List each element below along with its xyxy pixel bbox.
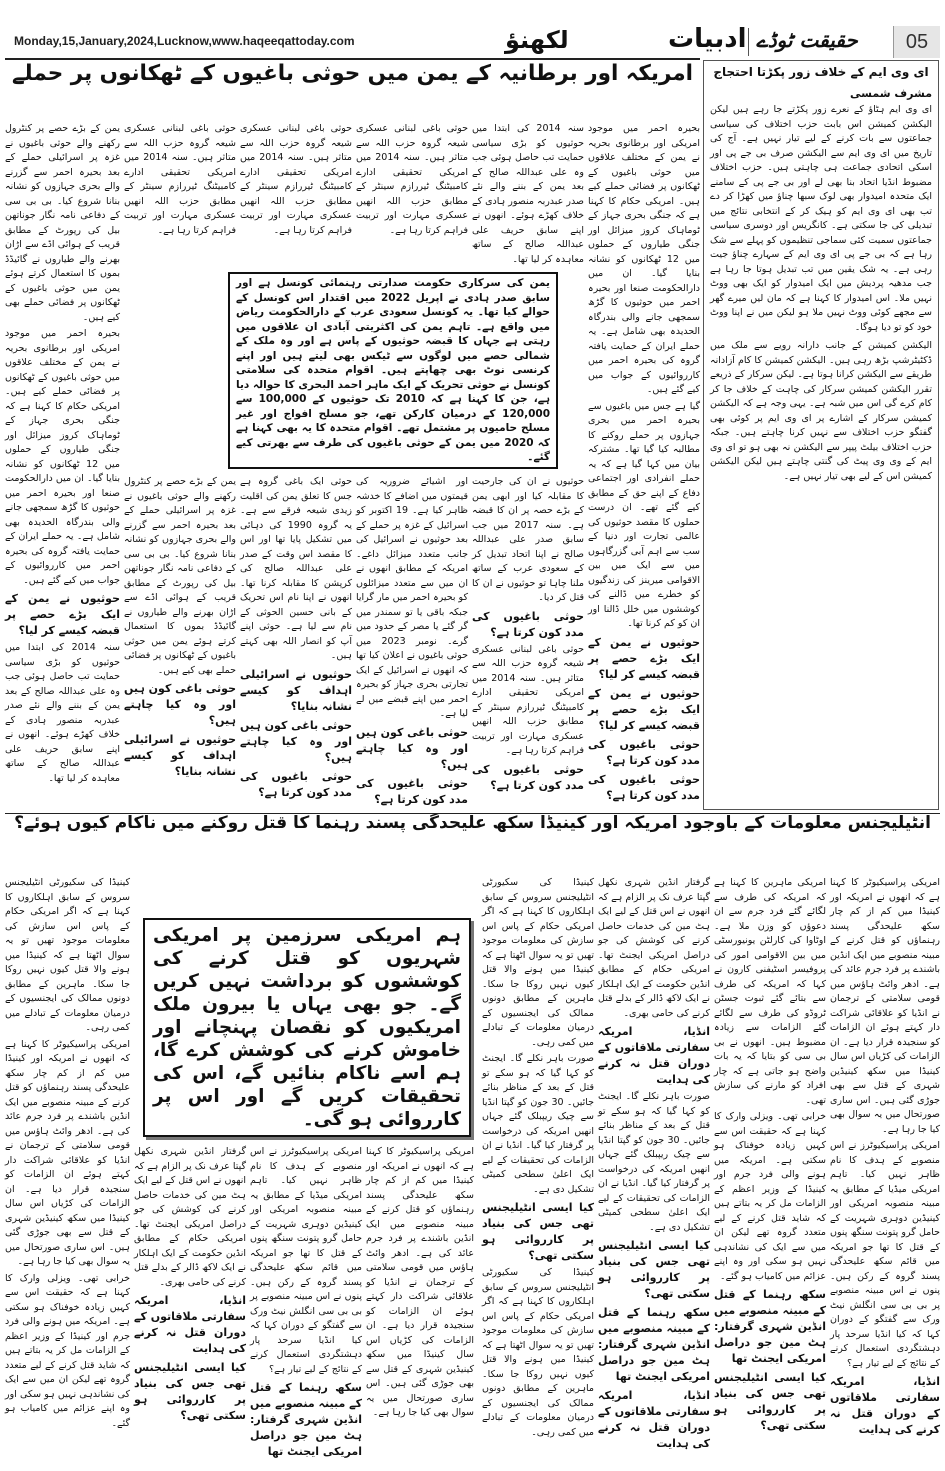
text-column xyxy=(482,876,594,1466)
sidebar-paragraph: الیکشن کمیشن کے جانب دارانہ رویے سے ملک میں ڈکٹیٹرشپ بڑھ رہی ہیں۔ الیکشن کمیشن کا کام آزادانہ طریقے سے الیکشن کرانا ہوتا ہے۔ لیکن سرکار کے ذریعے تقرر الیکشن کمیشن سرکار کی چاہت کے خلاف جا کر کام کرے گی اس میں شبہ ہے۔ یہی وجہ ہے کہ الیکشن کمیشن سرکار کے اشارے پر ای وی ایم پر کوئی بھی گفتگو حزب اختلاف سے نہیں کرنا چاہتے ہیں۔ جبکہ حزب اختلاف بیلٹ پیپر سے الیکشن نہ بھی ہو تو ای وی ایم کے وی وی پیٹ کی گنتی چاہتے ہیں لیکن الیکشن کمیشن اس کے لیے بھی تیار نہیں ہے۔ xyxy=(710,340,932,482)
subheading: انڈیا، امریکہ سفارتی ملاقاتوں کے دوران قتل نہ کرنے کی ہدایت xyxy=(134,1294,246,1355)
paragraph: بحیرہ احمر میں موجود امریکی اور برطانوی بحریہ نے یمن کے مختلف علاقوں میں حوثی باغیوں کے ٹھکانوں پر فضائی حملے کیے ہیں۔ امریکی حکام کا کہنا ہے کہ جنگی بحری جہاز کے ٹوماہاک کروز میزائل اور جنگی طیاروں کے حملوں میں 12 ٹھکانوں کو نشانہ بنایا گیا۔ ان میں دارالحکومت صنعا اور بحیرہ احمر میں حوثیوں کا گڑھ سمجھی جانے والی بندرگاہ الحدیدہ بھی شامل ہے۔ یہ حملے ایران کے حمایت یافتہ گروہ کی بحیرہ احمر میں کارروائیوں کے جواب میں کیے گئے ہیں۔ xyxy=(588,123,700,395)
paragraph: امریکی پراسیکیوٹر کا کہنا ہے کہ انھوں نے امریکہ اور کینیڈا میں کم از کم چار سکھ علیحدگی پسند رہنماؤں کو قتل کرنے کے مبینہ منصوبے میں ایک انڈین باشندے پر فرد جرم عائد کی ہے۔ ادھر وائٹ ہاؤس میں قومی سلامتی کے ترجمان نے انڈیا کو علاقائی شراکت دار کہتے ہوئے ان الزامات کو سنجیدہ قرار دیا ہے۔ ان الزامات کی کڑیاں اس سال کینیڈا میں سکھ کینیڈین شہری کے قتل سے بھی جوڑی گئی ہیں۔ اس ساری صورتحال میں یہ سوال بھی کیا جا رہا ہے۔ xyxy=(830,877,940,1135)
text-column xyxy=(5,876,130,1466)
subheading: حوثی باغی کون ہیں اور وہ کیا چاہتے ہیں؟ xyxy=(240,718,352,764)
paragraph: حوثی باغی لبنانی عسکری شیعہ گروہ حزب اللہ سے متاثر ہیں۔ سنہ 2014 میں امریکی تحقیقی ادارے کامبیٹنگ ٹیررازم سینٹر کے مطابق حزب اللہ انھیں عسکری مہارت اور تربیت فراہم کرتا رہا ہے۔ xyxy=(472,643,584,756)
text-column xyxy=(356,475,468,808)
subheading: حوثیوں نے یمن کے ایک بڑے حصے پر قبضہ کیسے کر لیا؟ xyxy=(588,635,700,681)
subheading: سکھ رہنما کے قتل کے مبینہ منصوبے میں انڈین شہری گرفتار: ہٹ مین جو دراصل امریکی ایجنٹ تھا xyxy=(714,1288,826,1365)
text-column xyxy=(588,122,700,808)
article2-headline: انٹیلیجنس معلومات کے باوجود امریکہ اور کینیڈا سکھ علیحدگی پسند رہنما کا قتل روکنے میں ناکام کیوں ہوئے؟ xyxy=(14,814,931,833)
paragraph: گرفتار انڈین شہری نکھل گپتا عرف نک پر الزام ہے کہ انھوں نے اس قتل کے لیے ایک ہٹ مین کی خدمات حاصل کرنے کی کوشش کی جو دراصل امریکی ایجنٹ تھا۔ امریکی حکام کے مطابق انڈین حکومت کے ایک اہلکار نے ایک لاکھ ڈالر کے بدلے قتل کرنے کی حامی بھری۔ xyxy=(598,877,710,1019)
paragraph: حوثی ایک باغی گروہ ہے جس کا تعلق یمن کی اقلیت زیدی شیعہ فرقے سے ہے۔ یہ گروہ 1990 کی دہائی میں تشکیل پایا تھا اور اس کا مقصد اس وقت کے صدر علی عبداللہ صالح کی کرپشن کا مقابلہ کرنا تھا۔ انھوں نے اپنا نام اس تحریک کے بانی حسین الحوثی کے نام سے لیا ہے۔ حوثی اپنے آپ کو انصار اللہ بھی کہتے ہیں۔ xyxy=(240,476,352,661)
subheading: انڈیا، امریکہ سفارتی ملاقاتوں کے دوران قتل نہ کرنے کی ہدایت xyxy=(598,1389,710,1450)
paragraph: حوثیوں نے ان کی جارحیت کا مقابلہ کیا اور ابھی یمن کے بڑے حصہ پر ان کا قبضہ ہے۔ سنہ 2017 میں جب سابق صدر علی عبداللہ صالح نے اپنا اتحاد تبدیل کر کے سعودی عرب کے ساتھ ملنا چاہا تو حوثیوں نے ان کا قتل کر دیا۔ xyxy=(472,476,584,603)
paragraph: حوثی باغی لبنانی عسکری شیعہ گروہ حزب اللہ سے متاثر ہیں۔ سنہ 2014 میں امریکی تحقیقی ادارے کامبیٹنگ ٹیررازم سینٹر کے مطابق حزب اللہ انھیں عسکری مہارت اور تربیت فراہم کرتا رہا ہے۔ xyxy=(356,123,468,236)
paragraph: گرفتار انڈین شہری نکھل گپتا عرف نک پر الزام ہے کہ انھوں نے اس قتل کے لیے ایک ہٹ مین کی خدمات حاصل کرنے کی کوشش کی جو دراصل امریکی ایجنٹ تھا۔ امریکی حکام کے مطابق انڈین حکومت کے ایک اہلکار نے ایک لاکھ ڈالر کے بدلے قتل کرنے کی حامی بھری۔ xyxy=(134,1146,246,1288)
page-number: 05 xyxy=(893,26,940,58)
text-column xyxy=(472,475,584,808)
subheading: کیا ایسی انٹیلیجنس تھی جس کی بنیاد پر کارروائی ہو سکتی تھی؟ xyxy=(482,1201,594,1262)
paragraph: امریکی پراسیکیوٹر کا کہنا ہے کہ انھوں نے امریکہ اور کینیڈا میں کم از کم چار سکھ علیحدگی پسند رہنماؤں کو قتل کرنے کے مبینہ منصوبے میں ایک انڈین باشندے پر فرد جرم عائد کی ہے۔ ادھر وائٹ ہاؤس میں قومی سلامتی کے ترجمان نے انڈیا کو علاقائی شراکت دار کہتے ہوئے ان الزامات کو سنجیدہ قرار دیا ہے۔ ان الزامات کی کڑیاں اس سال کینیڈا میں سکھ کینیڈین شہری کے قتل سے بھی جوڑی گئی ہیں۔ اس ساری صورتحال میں یہ سوال بھی کیا جا رہا ہے۔ xyxy=(366,1146,474,1418)
sidebar-author: مشرف شمسی xyxy=(850,87,932,100)
paragraph: سنہ 2014 کی ابتدا میں حوثیوں کو بڑی سیاسی حمایت تب حاصل ہوئی جب وہ علی عبداللہ صالح کے بعد یمن کے بننے والے نئے صدر عبدربہ منصور ہادی کے خلاف کھڑے ہوئے۔ انھوں نے اپنے سابق حریف علی عبداللہ صالح کے ساتھ معاہدہ کر لیا تھا۔ xyxy=(5,642,120,784)
sidebar-paragraph: ای وی ایم ہٹاؤ کے نعرے زور پکڑتے جا رہے ہیں لیکن الیکشن کمیشن اس بابت حزب اختلاف کی سیاسی جماعتوں سے بات کرنے کے لیے تیار نہیں ہے۔ آج کی تاریخ میں ای وی ایم سے الیکشن صرف بی جے پی اور اسکی اتحادی جماعت ہی چاہتی ہیں۔ حزب اختلاف مضبوط انڈیا اتحاد بنا بھی لے اور بی جے پی کے سامنے ایک متحدہ امیدوار بھی لوک سبھا چناؤ میں کھڑا کر دے تب بھی ای وی ایم کو ہیک کر کے انتخابی نتائج میں تبدیلی کی جا سکتی ہے۔ کانگریس اور دوسری سیاسی جماعتوں سمیت کئی سماجی تنظیموں کو پہلے سے شک رہا ہے کہ بی جے پی ای وی ایم کے سہارے چناؤ جیت رہی ہے۔ یہ شک یقین میں تب تبدیل ہوتا جا رہا ہے جب مدھیہ پردیش میں ایک امیدوار کو ایک بھی ووٹ نہیں ملا۔ اس امیدوار کا کہنا ہے کہ مان لیں میرے گھر سے مجھے کوئی ووٹ نہیں ملا ہو لیکن میں نے اپنا ووٹ خود کو تو دیا ہوگا۔ xyxy=(710,104,932,333)
text-column xyxy=(240,122,352,268)
paragraph: امریکی پراسیکیوٹرز نے اس منصوبے کے ہدف کا نام ظاہر نہیں کیا۔ تاہم امریکی میڈیا کے مطابق یہ مبینہ منصوبہ امریکی اور کینیڈین دوہری شہریت کے حامل گرو پتونت سنگھ پنوں کے قتل کا تھا جو امریکہ میں قائم سکھ علیحدگی پسند گروہ کے رکن ہیں۔ پنوں نے اس مبینہ منصوبے پر بی بی سی انگلش نیٹ ورک سے گفتگو کے دوران کہا کہ کیا انڈیا سرحد پار دہشتگردی استعمال کرنے کے نتائج کے لیے تیار ہے؟ xyxy=(250,1146,362,1375)
text-column xyxy=(714,876,826,1466)
subheading: حوثی باغیوں کی مدد کون کرتا ہے؟ xyxy=(472,609,584,639)
paragraph: صورت باہر نکلے گا۔ ایجنٹ کو کہا گیا کہ ہو سکے تو قتل کے بعد کے مناظر بنائے جائیں۔ 30 جون کو گپتا انڈیا سے چیک ریپبلک گئے جہاں انھیں امریکہ کی درخواست پر گرفتار کیا گیا۔ انڈیا نے ان الزامات کی تحقیقات کے لیے ایک اعلیٰ سطحی کمیٹی تشکیل دی ہے۔ xyxy=(482,1053,594,1195)
section-title: ادبیات xyxy=(668,24,747,54)
paragraph: کینیڈا کی سکیورٹی انٹیلیجنس سروس کے سابق اہلکاروں کا کہنا ہے کہ اگر امریکی حکام کے پاس اس سازش کی معلومات موجود تھیں تو یہ سوال اٹھتا ہے کہ کینیڈا میں ہونے والا قتل کیوں نہیں روکا جا سکا۔ ماہرین کے مطابق دونوں ممالک کی ایجنسیوں کے درمیان معلومات کے تبادلے میں کمی رہی۔ xyxy=(5,877,130,1033)
paragraph: خرابی تھی۔ ویزلی وارک کا کہنا ہے کہ حقیقت اس سے کہیں زیادہ خوفناک ہو سکتی ہے۔ امریکہ میں ہونے والی فرد جرم اور کینیڈا کے وزیر اعظم کے الزامات مل کر یہ بتاتے ہیں کہ شاید قتل کرنے کے لیے متعدد گروہ تھے لیکن ان میں سے ایک کی نشاندہی نہیں ہو سکی اور وہ اپنے عزائم میں کامیاب ہو گئے۔ xyxy=(5,1272,130,1429)
text-column xyxy=(124,122,236,268)
article1-info-box: یمن کی سرکاری حکومت صدارتی رہنمائی کونسل ہے اور سابق صدر ہادی نے اپریل 2022 میں اقتدار اس کونسل کے حوالے کیا تھا۔ یہ کونسل سعودی عرب کے دارالحکومت ریاض میں واقع ہے۔ تاہم یمن کی اکثریتی آبادی ان علاقوں میں رہتی ہے جہاں کا قبضہ حوثیوں کے پاس ہے اور وہ ملک کے شمالی حصے میں لوگوں سے ٹیکس بھی لیتے ہیں اور اپنے کرنسی نوٹ بھی چھاپتے ہیں۔ اقوام متحدہ کی سلامتی کونسل نے حوثی تحریک کے ایک ماہر احمد البحری کا حوالہ دیا ہے، جن کا کہنا ہے کہ 2010 تک حوثیوں کے 100,000 سے 120,000 کے درمیان کارکن تھے، جو مسلح افواج اور غیر مسلح حامیوں پر مشتمل تھے۔ اقوام متحدہ کا یہ بھی کہنا ہے کہ 2020 میں یمن کے حوثی باغیوں کی طرف سے بھرتی کیے گئے۔ xyxy=(228,272,558,469)
subheading: حوثیوں نے اسرائیلی اہداف کو کیسے نشانہ بنایا؟ xyxy=(124,733,236,778)
paragraph: بحیرہ احمر میں موجود امریکی اور برطانوی بحریہ نے یمن کے مختلف علاقوں میں حوثی باغیوں کے ٹھکانوں پر فضائی حملے کیے ہیں۔ امریکی حکام کا کہنا ہے کہ جنگی بحری جہاز کے ٹوماہاک کروز میزائل اور جنگی طیاروں کے حملوں میں 12 ٹھکانوں کو نشانہ بنایا گیا۔ ان میں دارالحکومت صنعا اور بحیرہ احمر میں حوثیوں کا گڑھ سمجھی جانے والی بندرگاہ الحدیدہ بھی شامل ہے۔ یہ حملے ایران کے حمایت یافتہ گروہ کی بحیرہ احمر میں کارروائیوں کے جواب میں کیے گئے ہیں۔ xyxy=(5,328,120,586)
text-column xyxy=(5,122,120,808)
paragraph: خرابی تھی۔ ویزلی وارک کا کہنا ہے کہ حقیقت اس سے کہیں زیادہ خوفناک ہو سکتی ہے۔ امریکہ میں ہونے والی فرد جرم اور کینیڈا کے وزیر اعظم کے الزامات مل کر یہ بتاتے ہیں کہ شاید قتل کرنے کے لیے متعدد گروہ تھے لیکن ان میں سے ایک کی نشاندہی نہیں ہو سکی اور وہ اپنے عزائم میں کامیاب ہو گئے۔ xyxy=(714,1111,826,1282)
paragraph: یمن کے بڑے حصے پر کنٹرول رکھنے والے حوثی باغیوں نے غزہ پر اسرائیلی حملے کے بعد بحیرہ احمر سے گزرنے والے بحری جہازوں کو نشانہ بنانا شروع کیا۔ بی بی سی کے دفاعی نامہ نگار جوناتھن بیل کی رپورٹ کے مطابق قریب کے ہوائی اڈے سے اڑان بھرنے والے طیاروں نے گائیڈڈ بموں کا استعمال کرتے ہوئے یمن میں حوثی باغیوں کے ٹھکانوں پر فضائی حملے بھی کیے ہیں۔ xyxy=(5,123,120,323)
paragraph: امریکی پراسیکیوٹر کا کہنا ہے کہ انھوں نے امریکہ اور کینیڈا میں کم از کم چار سکھ علیحدگی پسند رہنماؤں کو قتل کرنے کے مبینہ منصوبے میں ایک انڈین باشندے پر فرد جرم عائد کی ہے۔ ادھر وائٹ ہاؤس میں قومی سلامتی کے ترجمان نے انڈیا کو علاقائی شراکت دار کہتے ہوئے ان الزامات کو سنجیدہ قرار دیا ہے۔ ان الزامات کی کڑیاں اس سال کینیڈا میں سکھ کینیڈین شہری کے قتل سے بھی جوڑی گئی ہیں۔ اس ساری صورتحال میں یہ سوال بھی کیا جا رہا ہے۔ xyxy=(5,1038,130,1267)
subheading: انڈیا، امریکہ سفارتی ملاقاتوں کے دوران قتل نہ کرنے کی ہدایت xyxy=(598,1025,710,1086)
text-column xyxy=(472,122,584,268)
paragraph: حوثی باغی لبنانی عسکری شیعہ گروہ حزب اللہ سے متاثر ہیں۔ سنہ 2014 میں امریکی تحقیقی ادارے کامبیٹنگ ٹیررازم سینٹر کے مطابق حزب اللہ انھیں عسکری مہارت اور تربیت فراہم کرتا رہا ہے۔ xyxy=(124,123,236,236)
paragraph: گیا ہے جس میں باغیوں سے بحیرہ احمر میں بحری جہازوں پر حملے روکنے کا مطالبہ کیا گیا تھا۔ مشترکہ بیان میں کہا گیا ہے کہ یہ حملے انفرادی اور اجتماعی دفاع کے اپنے حق کے مطابق کیے گئے تھے۔ ان درست حملوں کا مقصد حوثیوں کی عالمی تجارت اور دنیا کے سب سے اہم آبی گزرگاہوں میں سے ایک میں بین الاقوامی میرینز کی زندگیوں کو خطرے میں ڈالنے کی کوششوں میں خلل ڈالنا اور ان کو کم کرنا تھا۔ xyxy=(588,400,700,629)
subheading: انڈیا، امریکہ سفارتی ملاقاتوں کے دوران قتل نہ کرنے کی ہدایت xyxy=(830,1375,940,1436)
text-column xyxy=(240,475,352,808)
paragraph: حوثی باغی لبنانی عسکری شیعہ گروہ حزب اللہ سے متاثر ہیں۔ سنہ 2014 میں امریکی تحقیقی ادارے کامبیٹنگ ٹیررازم سینٹر کے مطابق حزب اللہ انھیں عسکری مہارت اور تربیت فراہم کرتا رہا ہے۔ xyxy=(240,123,352,236)
subheading: حوثی باغیوں کی مدد کون کرتا ہے؟ xyxy=(240,769,352,799)
subheading: سکھ رہنما کے قتل کے مبینہ منصوبے میں انڈین شہری گرفتار: ہٹ مین جو دراصل امریکی ایجنٹ تھا xyxy=(250,1381,362,1458)
paragraph: سنہ 2014 کی ابتدا میں حوثیوں کو بڑی سیاسی حمایت تب حاصل ہوئی جب وہ علی عبداللہ صالح کے بعد یمن کے بننے والے نئے صدر عبدربہ منصور ہادی کے خلاف کھڑے ہوئے۔ انھوں نے اپنے سابق حریف علی عبداللہ صالح کے ساتھ معاہدہ کر لیا تھا۔ xyxy=(472,123,584,265)
header-rule xyxy=(5,58,700,60)
newspaper-logo: حقیقت ٹوڈے xyxy=(756,28,858,52)
subheading: حوثی باغیوں کی مدد کون کرتا ہے؟ xyxy=(588,737,700,767)
header-divider xyxy=(748,28,749,56)
dateline: Monday,15,January,2024,Lucknow,www.haqeeqattoday.com xyxy=(14,34,355,48)
subheading: سکھ رہنما کے قتل کے مبینہ منصوبے میں انڈین شہری گرفتار: ہٹ مین جو دراصل امریکی ایجنٹ تھا xyxy=(598,1306,710,1383)
subheading: کیا ایسی انٹیلیجنس تھی جس کی بنیاد پر کارروائی ہو سکتی تھی؟ xyxy=(598,1239,710,1300)
text-column xyxy=(124,475,236,808)
paragraph: اور اشیائے ضروریہ کی قیمتوں میں اضافے کا خدشہ ظاہر کیا ہے۔ 19 اکتوبر کو اسرائیل کے غزہ پر حملے کے بعد حوثیوں نے اسرائیل کی جانب متعدد میزائل داغے۔ امریکہ کے مطابق انھوں نے ان میں سے متعدد میزائلوں کو بحیرہ احمر میں مار گرایا جبکہ باقی یا تو سمندر میں گر گئے یا مصر کے حدود میں گرے۔ نومبر 2023 میں حوثی باغیوں نے اعلان کیا تھا کہ انھوں نے اسرائیل کے ایک تجارتی بحری جہاز کو بحیرہ احمر میں اپنے قبضے میں لے لیا ہے۔ xyxy=(356,476,468,719)
subheading: کیا ایسی انٹیلیجنس تھی جس کی بنیاد پر کارروائی ہو سکتی تھی؟ xyxy=(134,1361,246,1422)
article1-headline: امریکہ اور برطانیہ کے یمن میں حوثی باغیوں کے ٹھکانوں پر حملے xyxy=(11,62,694,86)
subheading: حوثی باغیوں کی مدد کون کرتا ہے؟ xyxy=(588,772,700,802)
sidebar-title: ای وی ایم کے خلاف زور پکڑتا احتجاج xyxy=(713,65,929,79)
subheading: حوثی باغی کون ہیں اور وہ کیا چاہتے ہیں؟ xyxy=(356,725,468,771)
paragraph: یمن کے بڑے حصے پر کنٹرول رکھنے والے حوثی باغیوں نے غزہ پر اسرائیلی حملے کے بعد بحیرہ احمر سے گزرنے والے بحری جہازوں کو نشانہ بنانا شروع کیا۔ بی بی سی کے دفاعی نامہ نگار جوناتھن بیل کی رپورٹ کے مطابق قریب کے ہوائی اڈے سے اڑان بھرنے والے طیاروں نے گائیڈڈ بموں کا استعمال کرتے ہوئے یمن میں حوثی باغیوں کے ٹھکانوں پر فضائی حملے بھی کیے ہیں۔ xyxy=(124,476,236,676)
city-label: لکھنؤ xyxy=(505,26,569,54)
subheading: حوثیوں نے یمن کے ایک بڑے حصے پر قبضہ کیسے کر لیا؟ xyxy=(588,686,700,732)
subheading: کیا ایسی انٹیلیجنس تھی جس کی بنیاد پر کارروائی ہو سکتی تھی؟ xyxy=(714,1371,826,1432)
subheading: حوثی باغیوں کی مدد کون کرتا ہے؟ xyxy=(472,762,584,792)
text-column xyxy=(356,122,468,268)
text-column xyxy=(598,876,710,1466)
text-column xyxy=(134,1145,246,1466)
subheading: حوثی باغیوں کی مدد کون کرتا ہے؟ xyxy=(356,776,468,806)
paragraph: صورت باہر نکلے گا۔ ایجنٹ کو کہا گیا کہ ہو سکے تو قتل کے بعد کے مناظر بنائے جائیں۔ 30 جون کو گپتا انڈیا سے چیک ریپبلک گئے جہاں انھیں امریکہ کی درخواست پر گرفتار کیا گیا۔ انڈیا نے ان الزامات کی تحقیقات کے لیے ایک اعلیٰ سطحی کمیٹی تشکیل دی ہے۔ xyxy=(598,1091,710,1233)
paragraph: امریکی ماہرین کا کہنا ہے کہ امریکہ کی طرف سے لگائے گئے فرد جرم سے ان دعوؤں کو وزن ملا ہے۔ اوٹاوا کی کارلٹن یونیورسٹی میں بین الاقوامی امور کی پروفیسر اسٹیفنی کارون نے کہا کہ امریکہ کی طرف سے بتائے گئے ثبوت جسٹن ٹروڈو کی طرف سے لگائے گئے الزامات سے زیادہ مضبوط ہیں۔ انھوں نے بی بی سی کو بتایا کہ یہ بات واضح ہو جاتی ہے کہ چار افراد کو مارنے کی سازش تھی۔ xyxy=(714,877,826,1106)
text-column xyxy=(250,1145,362,1466)
paragraph: امریکی پراسیکیوٹرز نے اس منصوبے کے ہدف کا نام ظاہر نہیں کیا۔ تاہم امریکی میڈیا کے مطابق یہ مبینہ منصوبہ امریکی اور کینیڈین دوہری شہریت کے حامل گرو پتونت سنگھ پنوں کے قتل کا تھا جو امریکہ میں قائم سکھ علیحدگی پسند گروہ کے رکن ہیں۔ پنوں نے اس مبینہ منصوبے پر بی بی سی انگلش نیٹ ورک سے گفتگو کے دوران کہا کہ کیا انڈیا سرحد پار دہشتگردی استعمال کرنے کے نتائج کے لیے تیار ہے؟ xyxy=(830,1140,940,1369)
subheading: حوثی باغی کون ہیں اور وہ کیا چاہتے ہیں؟ xyxy=(124,682,236,727)
article2-quote-box: ہم امریکی سرزمین پر امریکی شہریوں کو قتل کرنے کی کوششوں کو برداشت نہیں کریں گے۔ جو بھی یہاں یا بیرون ملک امریکیوں کو نقصان پہنچانے اور خاموش کرنے کی کوشش کرے گا، ہم اسے ناکام بنائیں گے، اس کی تحقیقات کریں گے اور اس پر کارروائی ہو گی۔ xyxy=(143,918,471,1137)
subheading: حوثیوں نے یمن کے ایک بڑے حصے پر قبضہ کیسے کر لیا؟ xyxy=(5,592,120,637)
paragraph: کینیڈا کی سکیورٹی انٹیلیجنس سروس کے سابق اہلکاروں کا کہنا ہے کہ اگر امریکی حکام کے پاس اس سازش کی معلومات موجود تھیں تو یہ سوال اٹھتا ہے کہ کینیڈا میں ہونے والا قتل کیوں نہیں روکا جا سکا۔ ماہرین کے مطابق دونوں ممالک کی ایجنسیوں کے درمیان معلومات کے تبادلے میں کمی رہی۔ xyxy=(482,877,594,1048)
paragraph: کینیڈا کی سکیورٹی انٹیلیجنس سروس کے سابق اہلکاروں کا کہنا ہے کہ اگر امریکی حکام کے پاس اس سازش کی معلومات موجود تھیں تو یہ سوال اٹھتا ہے کہ کینیڈا میں ہونے والا قتل کیوں نہیں روکا جا سکا۔ ماہرین کے مطابق دونوں ممالک کی ایجنسیوں کے درمیان معلومات کے تبادلے میں کمی رہی۔ xyxy=(482,1267,594,1438)
subheading: حوثیوں نے اسرائیلی اہداف کو کیسے نشانہ بنایا؟ xyxy=(240,667,352,713)
sidebar-article xyxy=(703,60,939,810)
text-column xyxy=(366,1145,474,1466)
text-column xyxy=(830,876,940,1466)
